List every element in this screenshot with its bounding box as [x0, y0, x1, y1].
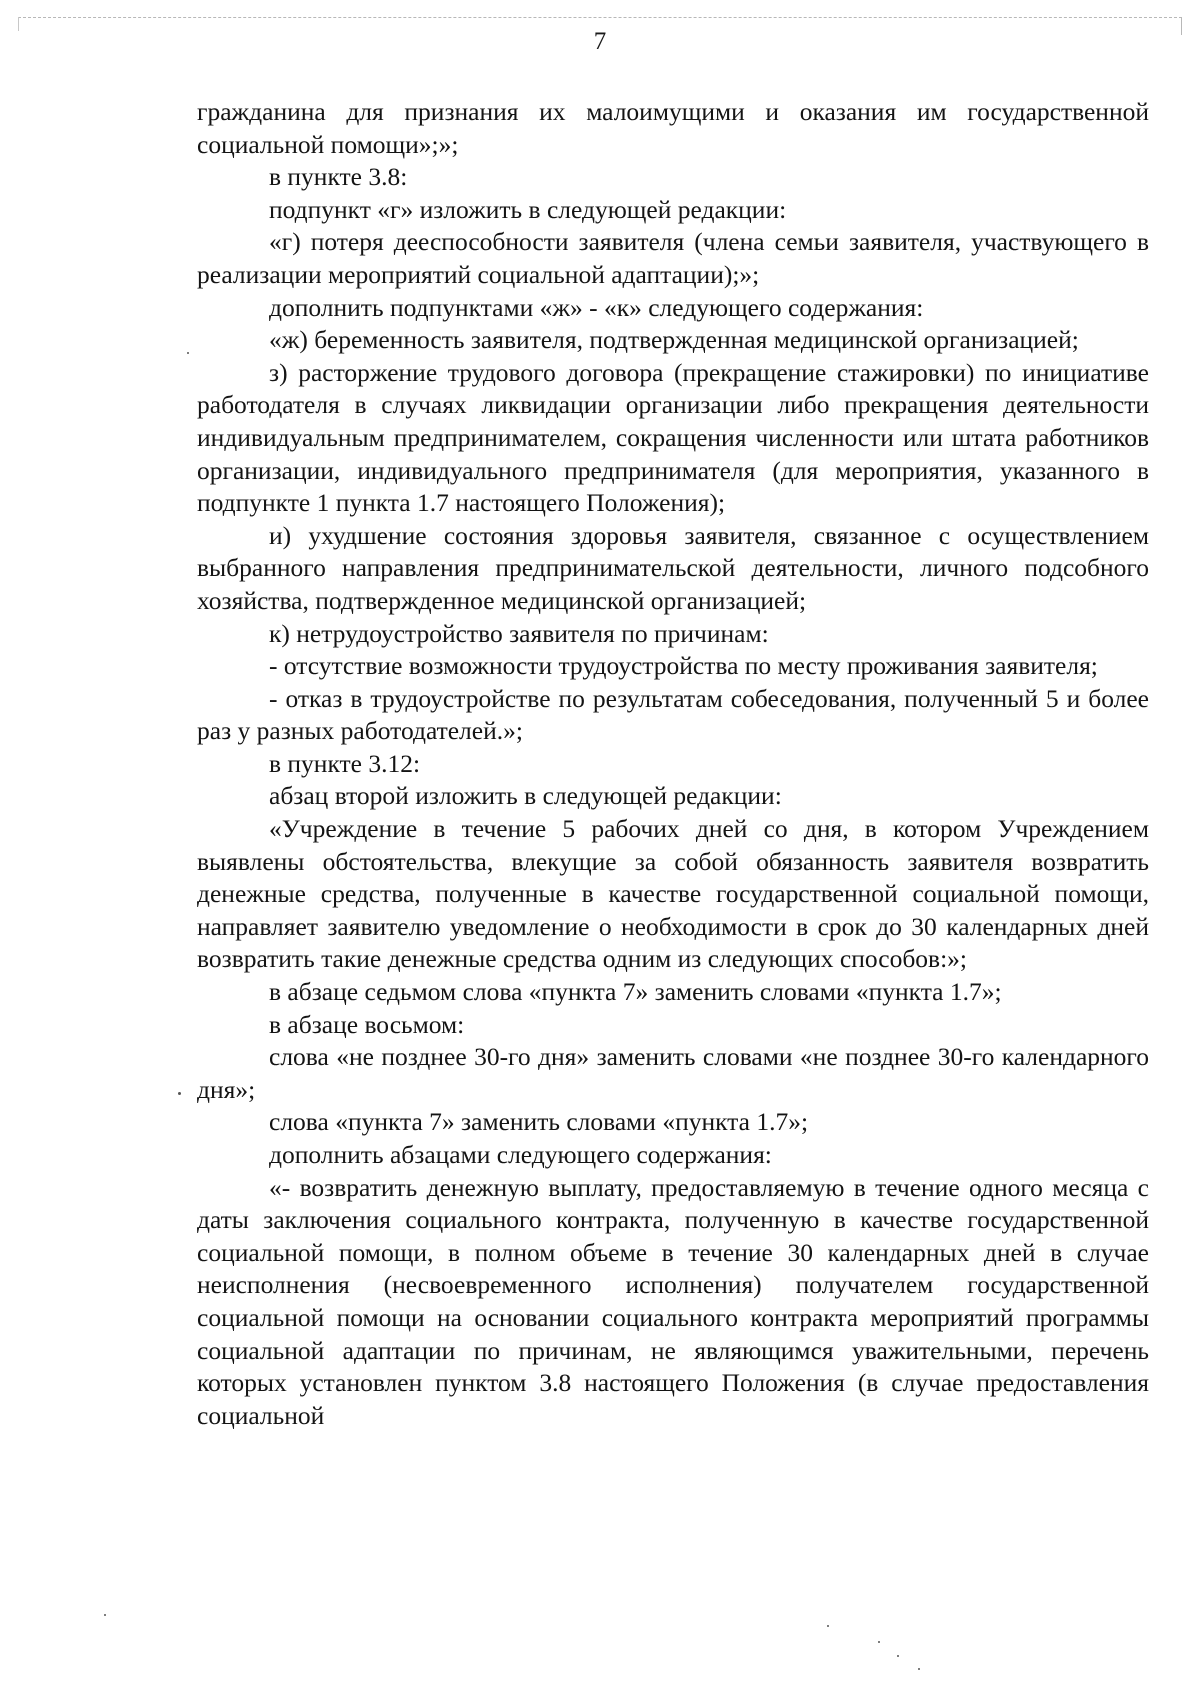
paragraph: - отсутствие возможности трудоустройства по месту проживания заявителя;: [269, 651, 1098, 681]
scan-speck: [187, 352, 189, 354]
paragraph: абзац второй изложить в следующей редакции:: [269, 781, 782, 811]
paragraph: к) нетрудоустройство заявителя по причинам:: [269, 618, 769, 648]
paragraph: дополнить подпунктами «ж» - «к» следующего содержания:: [269, 292, 924, 322]
scan-top-edge: [18, 17, 1182, 18]
page-number: 7: [593, 28, 607, 55]
paragraph: подпункт «г» изложить в следующей редакции:: [269, 194, 787, 224]
paragraph: «г) потеря дееспособности заявителя (члена семьи заявителя, участвующего в реализации мероприятий социальной адаптации);»;: [197, 227, 1149, 289]
paragraph: гражданина для признания их малоимущими и оказания им государственной социальной помощи»;»;: [197, 97, 1149, 159]
scan-speck: [897, 1655, 899, 1657]
document-body: [197, 96, 1149, 1432]
scan-speck: [104, 1614, 106, 1616]
paragraph: слова «не позднее 30-го дня» заменить словами «не позднее 30-го календарного дня»;: [197, 1042, 1149, 1104]
scan-speck: [827, 1625, 829, 1627]
scan-speck: [918, 1668, 920, 1670]
paragraph: «ж) беременность заявителя, подтвержденная медицинской организацией;: [269, 325, 1079, 355]
paragraph: дополнить абзацами следующего содержания:: [269, 1140, 772, 1169]
scan-speck: [178, 1092, 181, 1095]
paragraph: слова «пункта 7» заменить словами «пункта 1.7»;: [269, 1107, 809, 1137]
paragraph: в пункте 3.8:: [269, 162, 408, 192]
paragraph: з) расторжение трудового договора (прекращение стажировки) по инициативе работодателя в случаях ликвидации организации либо прекращения деятельности индивидуальным предпринимателем, сокращения численности или штата работников организации, индивидуального предпринимателя (для мероприятия, указанного в подпункте 1 пункта 1.7 настоящего Положения);: [197, 357, 1149, 518]
paragraph: в абзаце восьмом:: [269, 1009, 465, 1039]
paragraph: в пункте 3.12:: [269, 748, 421, 778]
scan-speck: [878, 1641, 880, 1643]
paragraph: - отказ в трудоустройстве по результатам собеседования, полученный 5 и более раз у разных работодателей.»;: [197, 683, 1149, 746]
paragraph: и) ухудшение состояния здоровья заявителя, связанное с осуществлением выбранного направления предпринимательской деятельности, личного подсобного хозяйства, подтвержденное медицинской организацией;: [197, 520, 1149, 615]
paragraph: в абзаце седьмом слова «пункта 7» заменить словами «пункта 1.7»;: [269, 977, 1002, 1007]
paragraph: «Учреждение в течение 5 рабочих дней со дня, в котором Учреждением выявлены обстоятельства, влекущие за собой обязанность заявителя возвратить денежные средства, полученные в качестве государственной социальной помощи, направляет заявителю уведомление о необходимости в срок до 30 календарных дней возвратить такие денежные средства одним из следующих способов:»;: [197, 814, 1149, 974]
paragraph: «- возвратить денежную выплату, предоставляемую в течение одного месяца с даты заключения социального контракта, полученную в качестве государственной социальной помощи, в полном объеме в течение 30 календарных дней в случае неисполнения (несвоевременного исполнения) получателем государственной социальной помощи на основании социального контракта мероприятий программы социальной адаптации по причинам, не являющимся уважительными, перечень которых установлен пунктом 3.8 настоящего Положения (в случае предоставления социальной: [197, 1172, 1149, 1430]
